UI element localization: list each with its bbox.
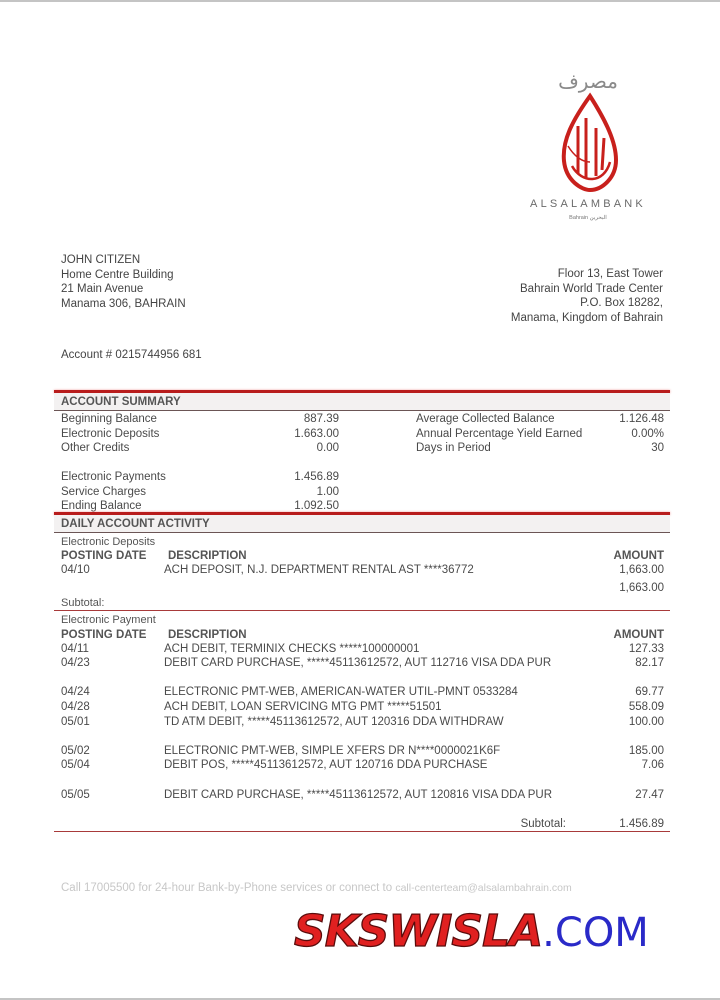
bank-address [511,267,663,325]
transaction-amount: 185.00 [628,745,664,757]
footer-note [61,882,572,894]
payments-title: Electronic Payment [61,614,156,626]
transaction-description: DEBIT CARD PURCHASE, *****45113612572, AUT 120816 VISA DDA PUR [164,789,553,801]
transaction-row [0,701,720,715]
summary-label: Annual Percentage Yield Earned [416,428,583,440]
watermark [294,906,649,957]
column-description: DESCRIPTION [168,550,247,562]
transaction-date: 04/11 [61,643,89,655]
activity-title: DAILY ACCOUNT ACTIVITY [61,518,210,530]
summary-label: Electronic Payments [61,471,166,483]
transaction-amount: 100.00 [628,716,664,728]
transaction-description: ACH DEBIT, TERMINIX CHECKS *****100000001 [164,643,420,655]
transaction-description: DEBIT CARD PURCHASE, *****45113612572, AUT 112716 VISA DDA PUR [164,657,552,669]
summary-label: Days in Period [416,442,491,454]
transaction-date: 05/05 [61,789,90,801]
transaction-date: 05/01 [61,716,90,728]
deposits-bottom-rule [54,610,670,611]
summary-label: Service Charges [61,486,147,498]
transaction-row [0,686,720,700]
transaction-row [0,789,720,803]
transaction-row [0,564,720,578]
transaction-description: ELECTRONIC PMT-WEB, SIMPLE XFERS DR N****0000021K6F [164,745,501,757]
summary-value: 30 [651,442,664,454]
customer-address-line: 21 Main Avenue [61,283,144,295]
summary-value: 1.663.00 [294,428,339,440]
logo-bank-name: ALSALAMBANK [530,198,646,210]
transaction-description: TD ATM DEBIT, *****45113612572, AUT 120316 DDA WITHDRAW [164,716,504,728]
transaction-amount: 1,663.00 [619,564,664,576]
column-description: DESCRIPTION [168,629,247,641]
summary-header-rule [54,410,670,411]
transaction-date: 05/02 [61,745,90,757]
transaction-amount: 27.47 [635,789,664,801]
transaction-row [0,759,720,773]
summary-label: Ending Balance [61,500,142,512]
account-number: Account # 0215744956 681 [61,349,202,361]
summary-label: Beginning Balance [61,413,157,425]
bank-address-line: Bahrain World Trade Center [520,282,663,295]
payments-bottom-rule [54,831,670,832]
payments-subtotal-value: 1.456.89 [619,818,664,830]
transaction-date: 04/28 [61,701,90,713]
transaction-date: 04/10 [61,564,90,576]
summary-value: 1.456.89 [294,471,339,483]
deposits-title: Electronic Deposits [61,536,156,548]
customer-name: JOHN CITIZEN [61,254,141,266]
summary-title: ACCOUNT SUMMARY [61,396,181,408]
summary-value: 0.00 [316,442,339,454]
transaction-description: ACH DEPOSIT, N.J. DEPARTMENT RENTAL AST ****36772 [164,564,474,576]
deposits-subtotal-value: 1,663.00 [619,582,664,594]
footer-email-link[interactable]: call-centerteam@alsalambahrain.com [395,882,572,894]
transaction-row [0,745,720,759]
column-amount: AMOUNT [613,629,664,641]
transaction-date: 04/24 [61,686,90,698]
transaction-row [0,643,720,657]
deposits-subtotal-row [0,582,720,596]
summary-value: 1.00 [316,486,339,498]
summary-value: 0.00% [631,428,664,440]
transaction-description: DEBIT POS, *****45113612572, AUT 120716 DDA PURCHASE [164,759,488,771]
summary-value: 887.39 [303,413,339,425]
customer-address-line: Home Centre Building [61,268,174,281]
summary-label: Electronic Deposits [61,428,160,440]
transaction-date: 04/23 [61,657,90,669]
transaction-row [0,716,720,730]
footer-phone-text: Call 17005500 for 24-hour Bank-by-Phone services or connect to [61,882,396,894]
transaction-amount: 82.17 [635,657,664,669]
transaction-amount: 7.06 [641,759,664,771]
bank-logo [512,66,664,228]
summary-label: Other Credits [61,442,130,454]
transaction-description: ELECTRONIC PMT-WEB, AMERICAN-WATER UTIL-PMNT 0533284 [164,686,518,698]
column-posting-date: POSTING DATE [61,629,147,641]
summary-value: 1.126.48 [619,413,664,425]
transaction-row [0,657,720,671]
logo-country: Bahrain البحرين [569,215,607,221]
activity-header-rule [54,532,670,533]
logo-arabic-top: مصرف [558,69,618,93]
payments-subtotal-label: Subtotal: [520,818,566,830]
customer-address-line: Manama 306, BAHRAIN [61,297,186,310]
transaction-amount: 127.33 [628,643,664,655]
watermark-part1: SKSWISLA [294,906,543,957]
bank-address-line: Floor 13, East Tower [557,268,663,280]
summary-label: Average Collected Balance [416,413,555,425]
column-posting-date: POSTING DATE [61,550,147,562]
transaction-description: ACH DEBIT, LOAN SERVICING MTG PMT *****51501 [164,701,442,713]
column-amount: AMOUNT [613,550,664,562]
deposits-subtotal-label: Subtotal: [61,597,105,609]
watermark-part2: .COM [542,910,649,956]
transaction-amount: 558.09 [628,701,664,713]
customer-address [61,253,186,311]
bank-address-line: P.O. Box 18282, [580,297,663,309]
summary-value: 1.092.50 [294,500,339,512]
bank-address-line: Manama, Kingdom of Bahrain [510,311,663,324]
page-top-edge [0,0,720,2]
transaction-amount: 69.77 [635,686,664,698]
al-salam-drop-emblem-icon [512,66,664,196]
transaction-date: 05/04 [61,759,90,771]
